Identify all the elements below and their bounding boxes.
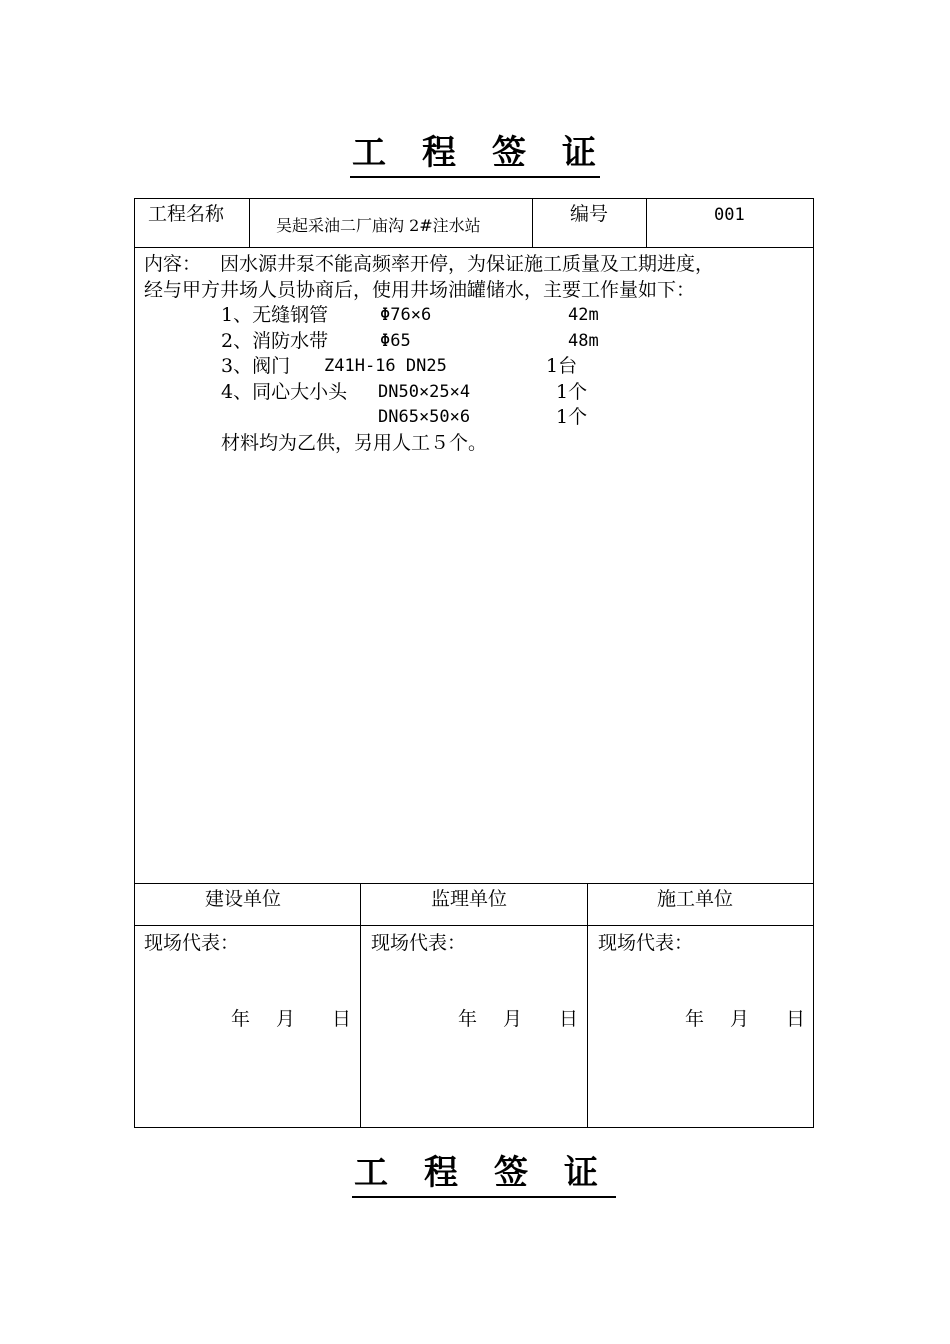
list-item (144, 354, 804, 380)
date-year: 年 (458, 1008, 478, 1030)
date-day: 日 (559, 1008, 579, 1030)
signature-divider (134, 883, 814, 884)
title-char: 程 (422, 133, 456, 173)
item-spec: Z41H-16 DN25 (324, 356, 447, 376)
column-divider (249, 198, 250, 248)
item-name: 3、阀门 (221, 355, 291, 377)
item-name: 1、无缝钢管 (221, 304, 329, 326)
title-char: 签 (492, 133, 526, 173)
item-spec: DN65×50×6 (378, 407, 471, 427)
date-day: 日 (332, 1008, 352, 1030)
list-item (144, 380, 804, 406)
list-item (144, 329, 804, 355)
date-month: 月 (276, 1008, 296, 1030)
title-char: 签 (494, 1153, 528, 1193)
content-closing: 材料均为乙供，另用人工５个。 (221, 431, 488, 454)
date-year: 年 (685, 1008, 705, 1030)
document-title (352, 1148, 616, 1198)
item-name: 2、消防水带 (221, 329, 329, 352)
title-char: 工 (354, 1153, 388, 1193)
content-label: 内容： (144, 253, 202, 275)
title-char: 程 (424, 1153, 458, 1193)
content-intro: 经与甲方井场人员协商后，使用井场油罐储水，主要工作量如下： (144, 278, 696, 301)
column-divider (360, 883, 361, 1128)
column-divider (532, 198, 533, 248)
unit-heading: 施工单位 (657, 888, 734, 910)
date-day: 日 (786, 1008, 806, 1030)
content-intro: 因水源井泵不能高频率开停，为保证施工质量及工期进度， (220, 253, 715, 275)
representative-label: 现场代表： (598, 932, 694, 954)
representative-label: 现场代表： (144, 932, 240, 954)
item-spec: DN50×25×4 (378, 381, 471, 402)
title-underline (352, 1196, 616, 1198)
item-name: 4、同心大小头 (221, 380, 348, 403)
document-title (350, 128, 600, 178)
column-divider (587, 883, 588, 1128)
content-section (144, 252, 804, 456)
title-char: 证 (564, 1153, 598, 1193)
date-month: 月 (503, 1008, 523, 1030)
date-year: 年 (231, 1008, 251, 1030)
item-quantity: 1个 (556, 406, 588, 428)
item-spec: Φ76×6 (380, 305, 432, 325)
signature-divider (134, 925, 814, 926)
number-label: 编号 (570, 203, 609, 225)
item-spec: Φ65 (380, 330, 411, 351)
unit-heading: 建设单位 (205, 888, 282, 910)
item-quantity: 42m (568, 305, 599, 325)
number-value: 001 (714, 205, 745, 225)
project-name-value: 吴起采油二厂庙沟 2#注水站 (276, 216, 481, 235)
list-item (144, 303, 804, 329)
item-quantity: 48m (568, 330, 599, 351)
column-divider (646, 198, 647, 248)
header-divider (134, 247, 814, 248)
title-char: 证 (562, 133, 596, 173)
list-item (144, 405, 804, 431)
project-name-label: 工程名称 (148, 203, 225, 225)
item-quantity: 1台 (546, 355, 578, 377)
item-quantity: 1个 (556, 380, 588, 403)
representative-label: 现场代表： (371, 932, 467, 954)
date-month: 月 (730, 1008, 750, 1030)
title-underline (350, 176, 600, 178)
title-char: 工 (352, 133, 386, 173)
unit-heading: 监理单位 (431, 888, 508, 910)
